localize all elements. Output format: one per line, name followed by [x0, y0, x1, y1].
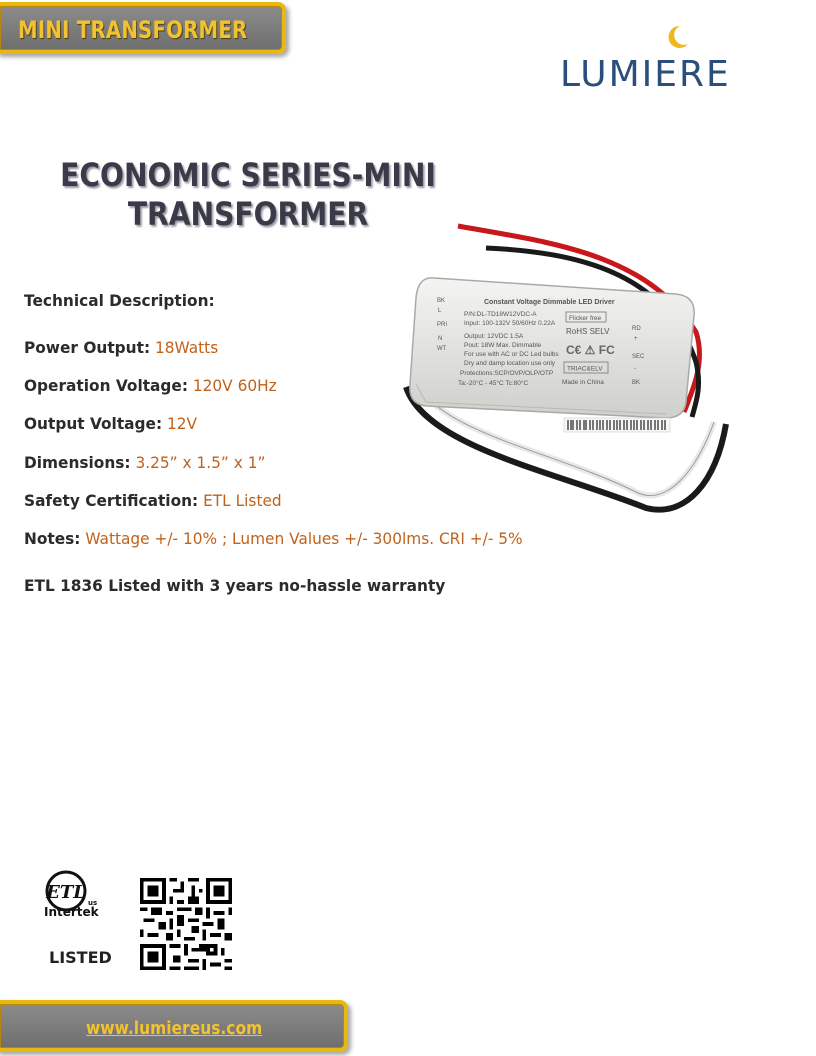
- label-rohs: RoHS SELV: [566, 327, 610, 336]
- pin-left-5: WT: [437, 346, 447, 352]
- lumiere-logo: [560, 24, 750, 95]
- spec-value: ETL Listed: [203, 491, 282, 510]
- intertek-text: Intertek: [44, 905, 99, 919]
- barcode-icon: [564, 418, 670, 432]
- label-triac: TRIAC&ELV: [567, 365, 603, 373]
- listed-label: LISTED: [49, 948, 112, 967]
- crescent-moon-icon: [664, 24, 690, 50]
- page-title: [54, 156, 441, 234]
- label-flicker-free: Flicker free: [569, 315, 602, 322]
- spec-value: 3.25” x 1.5” x 1”: [135, 453, 266, 472]
- etl-mark-text: ETL: [46, 882, 86, 903]
- pin-left-4: N: [438, 336, 443, 342]
- pin-right-3: SEC: [632, 354, 645, 360]
- spec-label: Output Voltage:: [24, 414, 163, 433]
- label-temperature: Ta:-20°C - 45°C Tc:80°C: [458, 380, 529, 387]
- spec-label: Notes:: [24, 529, 81, 548]
- spec-notes: [24, 529, 523, 548]
- logo-wordmark: LUMIERE: [560, 54, 731, 95]
- pin-left-1: BK: [437, 298, 446, 304]
- spec-label: Safety Certification:: [24, 491, 199, 510]
- spec-value: Wattage +/- 10% ; Lumen Values +/- 300lms. CRI +/- 5%: [85, 529, 523, 548]
- pin-right-4: -: [634, 366, 636, 372]
- label-title: Constant Voltage Dimmable LED Driver: [484, 299, 615, 306]
- warranty-note: ETL 1836 Listed with 3 years no-hassle warranty: [24, 576, 446, 595]
- website-link[interactable]: www.lumiereus.com: [86, 1018, 263, 1039]
- spec-value: 120V 60Hz: [192, 376, 277, 395]
- spec-label: Operation Voltage:: [24, 376, 188, 395]
- header-tab-label: MINI TRANSFORMER: [18, 16, 248, 44]
- footer-tab: [0, 1000, 348, 1052]
- pin-right-2: +: [634, 336, 638, 342]
- label-output: Output: 12VDC 1.5A: [464, 333, 524, 340]
- pin-right-5: BK: [632, 380, 641, 386]
- spec-dimensions: [24, 453, 265, 472]
- spec-value: 18Watts: [154, 338, 219, 357]
- spec-heading: Technical Description:: [24, 291, 215, 310]
- spec-label: Power Output:: [24, 338, 151, 357]
- etl-us-text: us: [88, 899, 98, 907]
- spec-output-voltage: [24, 414, 197, 433]
- label-pout: Pout: 18W Max. Dimmable: [464, 342, 542, 349]
- qr-code-icon: [137, 878, 235, 970]
- spec-operation-voltage: [24, 376, 277, 395]
- label-usage: For use with AC or DC Led bulbs: [464, 351, 559, 358]
- label-location: Dry and damp location use only: [464, 360, 556, 367]
- title-line-1: ECONOMIC SERIES-MINI: [60, 156, 436, 194]
- led-driver-image: [396, 212, 736, 520]
- label-part-number: P/N:DL-TD18W12VDC-A: [464, 311, 537, 318]
- label-made-in: Made in China: [562, 379, 604, 386]
- spec-label: Dimensions:: [24, 453, 131, 472]
- pin-right-1: RD: [632, 326, 641, 332]
- label-input: Input: 100-132V 50/60Hz 0.22A: [464, 320, 556, 327]
- title-line-2: TRANSFORMER: [127, 195, 369, 233]
- pin-left-2: L: [438, 308, 442, 314]
- spec-power-output: [24, 338, 218, 357]
- pin-left-3: PRI: [437, 322, 448, 328]
- label-protections: Protections:SCP/OVP/OLP/OTP: [460, 370, 554, 377]
- svg-text:C€ ⚠ FC: C€ ⚠ FC: [566, 343, 615, 357]
- header-tab: [0, 2, 286, 54]
- spec-safety-certification: [24, 491, 282, 510]
- spec-value: 12V: [166, 414, 198, 433]
